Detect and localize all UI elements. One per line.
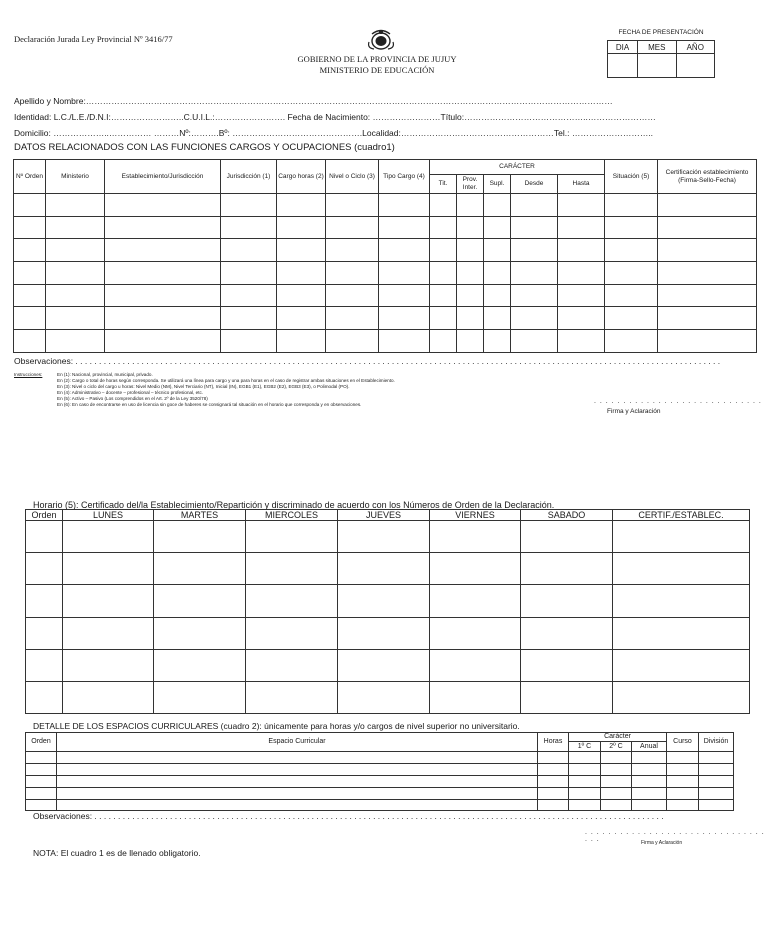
col-hasta: Hasta <box>558 175 605 194</box>
cuadro2-cell[interactable] <box>26 775 57 787</box>
cuadro2-row <box>26 752 734 764</box>
cuadro1-cell[interactable] <box>511 284 558 307</box>
instrucciones-row <box>14 402 395 408</box>
cuadro2-cell[interactable] <box>601 799 632 811</box>
col-cargo-horas: Cargo horas (2) <box>277 160 326 194</box>
horario-col-header: JUEVES <box>338 510 430 521</box>
cuadro1-cell[interactable] <box>457 284 484 307</box>
horario-cell[interactable] <box>246 553 338 585</box>
cuadro1-row <box>14 194 757 217</box>
cuadro1-cell[interactable] <box>277 194 326 217</box>
col-anual: Anual <box>632 742 667 752</box>
cuadro1-cell[interactable] <box>658 330 757 353</box>
cuadro1-cell[interactable] <box>511 239 558 262</box>
cuadro1-cell[interactable] <box>326 307 379 330</box>
horario-col-header: MIERCOLES <box>246 510 338 521</box>
provincial-seal-icon <box>366 28 396 52</box>
col-2c: 2º C <box>601 742 632 752</box>
horario-cell[interactable] <box>430 521 521 553</box>
cuadro2-cell[interactable] <box>57 799 538 811</box>
horario-table <box>25 509 750 714</box>
horario-cell[interactable] <box>246 585 338 617</box>
cuadro1-cell[interactable] <box>379 262 430 285</box>
name-line[interactable]: Apellido y Nombre:…………………………………………………………………………………………………………………………………………………………………… <box>14 96 613 106</box>
horario-cell[interactable] <box>246 681 338 713</box>
cuadro1-cell[interactable] <box>558 262 605 285</box>
col-desde: Desde <box>511 175 558 194</box>
firma1-signature-line[interactable]: . . . . . . . . . . . . . . . . . . . . . . . . . . . . . <box>594 398 762 405</box>
cuadro1-cell[interactable] <box>46 262 105 285</box>
cuadro2-cell[interactable] <box>569 752 601 764</box>
cuadro1-cell[interactable] <box>457 239 484 262</box>
horario-col-header: SABADO <box>521 510 613 521</box>
cuadro1-cell[interactable] <box>105 330 221 353</box>
cuadro2-cell[interactable] <box>26 763 57 775</box>
horario-cell[interactable] <box>430 649 521 681</box>
horario-row <box>26 649 750 681</box>
horario-cell[interactable] <box>338 617 430 649</box>
cuadro1-row <box>14 307 757 330</box>
horario-row <box>26 521 750 553</box>
cuadro2-cell[interactable] <box>26 787 57 799</box>
cuadro1-title: DATOS RELACIONADOS CON LAS FUNCIONES CARGOS Y OCUPACIONES (cuadro1) <box>14 142 395 153</box>
horario-cell[interactable] <box>63 649 154 681</box>
cuadro2-cell[interactable] <box>667 787 699 799</box>
cuadro1-table <box>13 159 757 353</box>
cuadro1-cell[interactable] <box>46 307 105 330</box>
horario-cell[interactable] <box>246 521 338 553</box>
col-prov-inter: Prov. Inter. <box>457 175 484 194</box>
cuadro2-cell[interactable] <box>601 763 632 775</box>
horario-cell[interactable] <box>613 649 750 681</box>
horario-cell[interactable] <box>26 553 63 585</box>
horario-col-header: LUNES <box>63 510 154 521</box>
cuadro1-cell[interactable] <box>46 330 105 353</box>
cuadro2-table <box>25 732 734 811</box>
horario-cell[interactable] <box>26 521 63 553</box>
horario-cell[interactable] <box>154 617 246 649</box>
cuadro1-cell[interactable] <box>326 216 379 239</box>
cuadro1-cell[interactable] <box>379 284 430 307</box>
horario-cell[interactable] <box>521 521 613 553</box>
horario-cell[interactable] <box>613 681 750 713</box>
instruccion-item: En (1): Nacional, provincial, municipal, privado. <box>57 372 153 377</box>
submission-date-table <box>607 40 715 78</box>
cuadro1-cell[interactable] <box>14 239 46 262</box>
date-year-field[interactable] <box>676 54 714 78</box>
cuadro1-cell[interactable] <box>14 284 46 307</box>
submission-date-label: FECHA DE PRESENTACIÓN <box>618 29 704 36</box>
cuadro2-title: DETALLE DE LOS ESPACIOS CURRICULARES (cuadro 2): únicamente para horas y/o cargos de nivel superior no universitario. <box>33 721 520 731</box>
horario-cell[interactable] <box>521 585 613 617</box>
cuadro1-cell[interactable] <box>457 194 484 217</box>
cuadro1-cell[interactable] <box>658 194 757 217</box>
cuadro1-cell[interactable] <box>277 330 326 353</box>
cuadro2-cell[interactable] <box>57 752 538 764</box>
cuadro2-cell[interactable] <box>632 775 667 787</box>
cuadro1-cell[interactable] <box>14 307 46 330</box>
cuadro1-cell[interactable] <box>14 330 46 353</box>
col-establecimiento: Establecimiento/Jurisdicción <box>105 160 221 194</box>
cuadro1-cell[interactable] <box>277 262 326 285</box>
cuadro1-cell[interactable] <box>605 330 658 353</box>
address-line[interactable]: Domicilio: ………………..…………… ………Nº:……….Bº: ……………………………………….Localidad:………………………………………………Tel.: ……………………….. <box>14 128 654 138</box>
cuadro1-cell[interactable] <box>430 239 457 262</box>
col-orden: Nº Orden <box>14 160 46 194</box>
cuadro1-cell[interactable] <box>277 307 326 330</box>
horario-title: Horario (5): Certificado del/la Establecimiento/Repartición y discriminado de acuerdo con los Números de Orden de la Declaración. <box>33 500 555 510</box>
cuadro1-cell[interactable] <box>430 307 457 330</box>
cuadro1-cell[interactable] <box>105 239 221 262</box>
cuadro2-cell[interactable] <box>26 799 57 811</box>
col-tit: Tit. <box>430 175 457 194</box>
certificacion-sub: (Firma-Sello-Fecha) <box>678 176 736 184</box>
instruccion-item: En (6): En caso de encontrarse en uso de licencia sin goce de haberes se consignará tal situación en el horario que corresponda y en observaciones. <box>57 402 362 407</box>
cuadro2-cell[interactable] <box>57 787 538 799</box>
cuadro2-cell[interactable] <box>667 799 699 811</box>
cuadro1-cell[interactable] <box>221 262 277 285</box>
horario-cell[interactable] <box>246 617 338 649</box>
horario-cell[interactable] <box>613 521 750 553</box>
cuadro2-cell[interactable] <box>538 775 569 787</box>
horario-cell[interactable] <box>521 617 613 649</box>
horario-cell[interactable] <box>613 617 750 649</box>
horario-cell[interactable] <box>26 617 63 649</box>
cuadro1-cell[interactable] <box>430 194 457 217</box>
cuadro2-cell[interactable] <box>26 752 57 764</box>
horario-cell[interactable] <box>154 553 246 585</box>
cuadro2-cell[interactable] <box>632 752 667 764</box>
col-ministerio: Ministerio <box>46 160 105 194</box>
cuadro1-cell[interactable] <box>457 330 484 353</box>
horario-cell[interactable] <box>26 585 63 617</box>
col-supl: Supl. <box>484 175 511 194</box>
instrucciones-block <box>14 372 395 408</box>
date-day-header: DIA <box>608 41 638 54</box>
cuadro1-cell[interactable] <box>221 194 277 217</box>
cuadro1-cell[interactable] <box>658 216 757 239</box>
cuadro1-cell[interactable] <box>46 194 105 217</box>
cuadro1-cell[interactable] <box>221 307 277 330</box>
col-espacio: Espacio Curricular <box>57 733 538 752</box>
cuadro1-cell[interactable] <box>484 194 511 217</box>
firma2-signature-line[interactable]: . . . . . . . . . . . . . . . . . . . . . . . . . . . . . . . . . . <box>585 829 765 843</box>
cuadro2-cell[interactable] <box>632 787 667 799</box>
instruccion-item: En (3): Nivel o ciclo del cargo u horas: Nivel Medio (NM), Nivel Terciario (NT), Inicial (IN), EGB1 (E1), EGB2 (E2), EGB3 (E3), o Polimodal (PO). <box>57 384 350 389</box>
cuadro1-cell[interactable] <box>457 216 484 239</box>
cuadro2-cell[interactable] <box>699 752 734 764</box>
cuadro1-cell[interactable] <box>326 284 379 307</box>
horario-cell[interactable] <box>338 521 430 553</box>
horario-cell[interactable] <box>521 681 613 713</box>
horario-cell[interactable] <box>26 681 63 713</box>
cuadro1-cell[interactable] <box>105 194 221 217</box>
identity-line[interactable]: Identidad: L.C./L.E./D.N.I:……………………..C.U.I.L.:……………………. Fecha de Nacimiento: ……………………Título:……………………………………..…………………… <box>14 112 656 122</box>
cuadro2-cell[interactable] <box>632 763 667 775</box>
ministry-name: MINISTERIO DE EDUCACIÓN <box>319 65 435 75</box>
cuadro1-cell[interactable] <box>511 194 558 217</box>
cuadro1-cell[interactable] <box>484 216 511 239</box>
cuadro1-cell[interactable] <box>484 239 511 262</box>
cuadro1-cell[interactable] <box>379 239 430 262</box>
cuadro1-cell[interactable] <box>430 284 457 307</box>
horario-cell[interactable] <box>63 553 154 585</box>
cuadro1-cell[interactable] <box>221 216 277 239</box>
cuadro1-cell[interactable] <box>558 216 605 239</box>
col-orden2: Orden <box>26 733 57 752</box>
horario-col-header: CERTIF./ESTABLEC. <box>613 510 750 521</box>
cuadro2-cell[interactable] <box>699 763 734 775</box>
cuadro2-cell[interactable] <box>667 752 699 764</box>
cuadro1-cell[interactable] <box>105 307 221 330</box>
cuadro1-cell[interactable] <box>326 330 379 353</box>
col-caracter2: Carácter <box>569 733 667 742</box>
cuadro1-body <box>14 194 757 353</box>
col-certificacion <box>658 160 757 194</box>
horario-cell[interactable] <box>154 521 246 553</box>
cuadro2-cell[interactable] <box>569 787 601 799</box>
law-reference: Declaración Jurada Ley Provincial Nº 3416/77 <box>14 34 173 44</box>
horario-cell[interactable] <box>154 649 246 681</box>
cuadro1-cell[interactable] <box>379 216 430 239</box>
col-horas: Horas <box>538 733 569 752</box>
cuadro1-cell[interactable] <box>605 284 658 307</box>
cuadro1-cell[interactable] <box>511 307 558 330</box>
horario-cell[interactable] <box>338 553 430 585</box>
cuadro1-cell[interactable] <box>105 216 221 239</box>
horario-cell[interactable] <box>613 585 750 617</box>
horario-cell[interactable] <box>521 553 613 585</box>
cuadro1-cell[interactable] <box>46 284 105 307</box>
col-situacion: Situación (5) <box>605 160 658 194</box>
cuadro1-row <box>14 262 757 285</box>
cuadro2-row <box>26 799 734 811</box>
observaciones2-line[interactable]: Observaciones: . . . . . . . . . . . . . . . . . . . . . . . . . . . . . . . . . . . . . . . . . . . . . . . . . . . . . . . . . . . . . . . . . . . . . . . . . . . . . . . . . . . . . . . . . . . . . . . . . . . . . . . . . . . . . . . . . . . . . . . . . <box>33 811 664 821</box>
horario-col-header: MARTES <box>154 510 246 521</box>
observaciones1-line[interactable]: Observaciones: . . . . . . . . . . . . . . . . . . . . . . . . . . . . . . . . . . . . . . . . . . . . . . . . . . . . . . . . . . . . . . . . . . . . . . . . . . . . . . . . . . . . . . . . . . . . . . . . . . . . . . . . . . . . . . . . . . . . . . . . . . . . . . . . . . . . . . . . . <box>14 356 721 366</box>
cuadro1-row <box>14 216 757 239</box>
cuadro1-cell[interactable] <box>605 262 658 285</box>
cuadro1-cell[interactable] <box>221 284 277 307</box>
cuadro2-row <box>26 775 734 787</box>
col-division: División <box>699 733 734 752</box>
horario-cell[interactable] <box>63 585 154 617</box>
cuadro1-cell[interactable] <box>658 262 757 285</box>
col-1c: 1º C <box>569 742 601 752</box>
cuadro1-cell[interactable] <box>558 239 605 262</box>
horario-cell[interactable] <box>154 681 246 713</box>
cuadro1-cell[interactable] <box>46 239 105 262</box>
cuadro2-cell[interactable] <box>569 763 601 775</box>
cuadro1-cell[interactable] <box>326 239 379 262</box>
cuadro1-cell[interactable] <box>558 307 605 330</box>
cuadro1-cell[interactable] <box>658 239 757 262</box>
cuadro1-cell[interactable] <box>379 307 430 330</box>
cuadro2-cell[interactable] <box>699 799 734 811</box>
cuadro1-cell[interactable] <box>277 216 326 239</box>
instrucciones-indent <box>14 402 57 408</box>
date-month-field[interactable] <box>638 54 676 78</box>
cuadro1-cell[interactable] <box>658 307 757 330</box>
col-curso: Curso <box>667 733 699 752</box>
horario-cell[interactable] <box>63 521 154 553</box>
cuadro2-cell[interactable] <box>699 775 734 787</box>
cuadro1-cell[interactable] <box>430 330 457 353</box>
cuadro1-cell[interactable] <box>558 284 605 307</box>
cuadro2-cell[interactable] <box>667 763 699 775</box>
cuadro1-cell[interactable] <box>558 194 605 217</box>
cuadro1-cell[interactable] <box>277 284 326 307</box>
cuadro2-cell[interactable] <box>601 787 632 799</box>
cuadro2-cell[interactable] <box>569 775 601 787</box>
cuadro1-cell[interactable] <box>14 216 46 239</box>
horario-row <box>26 617 750 649</box>
cuadro2-cell[interactable] <box>57 775 538 787</box>
cuadro1-cell[interactable] <box>326 194 379 217</box>
horario-row <box>26 681 750 713</box>
cuadro1-row <box>14 330 757 353</box>
cuadro1-cell[interactable] <box>14 262 46 285</box>
cuadro1-cell[interactable] <box>511 330 558 353</box>
horario-col-header: VIERNES <box>430 510 521 521</box>
cuadro1-cell[interactable] <box>605 239 658 262</box>
col-jurisdiccion: Jurisdicción (1) <box>221 160 277 194</box>
cuadro1-cell[interactable] <box>484 307 511 330</box>
government-name: GOBIERNO DE LA PROVINCIA DE JUJUY <box>297 54 457 64</box>
horario-cell[interactable] <box>430 681 521 713</box>
firma1-label: Firma y Aclaración <box>607 408 661 415</box>
cuadro1-row <box>14 284 757 307</box>
cuadro1-cell[interactable] <box>511 216 558 239</box>
cuadro1-cell[interactable] <box>658 284 757 307</box>
date-month-header: MES <box>638 41 676 54</box>
horario-cell[interactable] <box>613 553 750 585</box>
horario-cell[interactable] <box>63 681 154 713</box>
firma2-label: Firma y Aclaración <box>641 840 683 846</box>
cuadro2-cell[interactable] <box>667 775 699 787</box>
horario-cell[interactable] <box>430 585 521 617</box>
cuadro2-cell[interactable] <box>699 787 734 799</box>
cuadro2-cell[interactable] <box>538 799 569 811</box>
cuadro2-row <box>26 763 734 775</box>
horario-row <box>26 585 750 617</box>
cuadro1-cell[interactable] <box>326 262 379 285</box>
horario-row <box>26 553 750 585</box>
horario-cell[interactable] <box>430 617 521 649</box>
cuadro1-cell[interactable] <box>511 262 558 285</box>
col-caracter: CARÁCTER <box>430 160 605 175</box>
cuadro1-row <box>14 239 757 262</box>
cuadro2-body <box>26 752 734 811</box>
horario-cell[interactable] <box>430 553 521 585</box>
horario-cell[interactable] <box>246 649 338 681</box>
cuadro1-cell[interactable] <box>430 216 457 239</box>
horario-cell[interactable] <box>63 617 154 649</box>
cuadro1-cell[interactable] <box>457 307 484 330</box>
cuadro1-cell[interactable] <box>484 330 511 353</box>
horario-cell[interactable] <box>338 585 430 617</box>
horario-cell[interactable] <box>521 649 613 681</box>
horario-body <box>26 521 750 714</box>
instrucciones-label: Instrucciones: <box>14 372 43 377</box>
cuadro2-cell[interactable] <box>632 799 667 811</box>
cuadro1-cell[interactable] <box>105 262 221 285</box>
horario-cell[interactable] <box>26 649 63 681</box>
cuadro1-cell[interactable] <box>457 262 484 285</box>
date-day-field[interactable] <box>608 54 638 78</box>
cuadro1-cell[interactable] <box>605 307 658 330</box>
horario-cell[interactable] <box>338 681 430 713</box>
cuadro2-cell[interactable] <box>601 752 632 764</box>
instruccion-item: En (5): Activo – Pasivo (Los comprendidos en el Art. 2º de la Ley 3520/78) <box>57 396 208 401</box>
date-year-header: AÑO <box>676 41 714 54</box>
cuadro2-cell[interactable] <box>57 763 538 775</box>
cuadro1-cell[interactable] <box>484 284 511 307</box>
cuadro1-cell[interactable] <box>605 194 658 217</box>
cuadro1-cell[interactable] <box>277 239 326 262</box>
certificacion-label: Certificación establecimiento <box>665 168 749 176</box>
cuadro1-cell[interactable] <box>484 262 511 285</box>
cuadro2-cell[interactable] <box>601 775 632 787</box>
cuadro1-cell[interactable] <box>221 239 277 262</box>
horario-cell[interactable] <box>338 649 430 681</box>
government-heading <box>240 54 514 76</box>
cuadro1-cell[interactable] <box>605 216 658 239</box>
cuadro2-cell[interactable] <box>538 787 569 799</box>
cuadro2-row <box>26 787 734 799</box>
cuadro1-cell[interactable] <box>105 284 221 307</box>
cuadro1-cell[interactable] <box>379 194 430 217</box>
instruccion-item: En (4): Administrativo – docente – profesional – técnico profesional, etc. <box>57 390 204 395</box>
cuadro1-cell[interactable] <box>46 216 105 239</box>
cuadro1-cell[interactable] <box>14 194 46 217</box>
cuadro2-cell[interactable] <box>538 752 569 764</box>
cuadro2-cell[interactable] <box>569 799 601 811</box>
col-nivel: Nivel o Ciclo (3) <box>326 160 379 194</box>
horario-cell[interactable] <box>154 585 246 617</box>
cuadro1-cell[interactable] <box>430 262 457 285</box>
horario-col-header: Orden <box>26 510 63 521</box>
cuadro1-cell[interactable] <box>558 330 605 353</box>
col-tipo-cargo: Tipo Cargo (4) <box>379 160 430 194</box>
cuadro2-cell[interactable] <box>538 763 569 775</box>
nota: NOTA: El cuadro 1 es de llenado obligatorio. <box>33 848 201 858</box>
cuadro1-cell[interactable] <box>379 330 430 353</box>
cuadro1-cell[interactable] <box>221 330 277 353</box>
horario-header-row <box>26 510 750 521</box>
instruccion-item: En (2): Cargo o total de horas según corresponda. Se utilizará una línea para cargo y una para horas en el caso de registrar ambas situaciones en el Establecimiento. <box>57 378 395 383</box>
